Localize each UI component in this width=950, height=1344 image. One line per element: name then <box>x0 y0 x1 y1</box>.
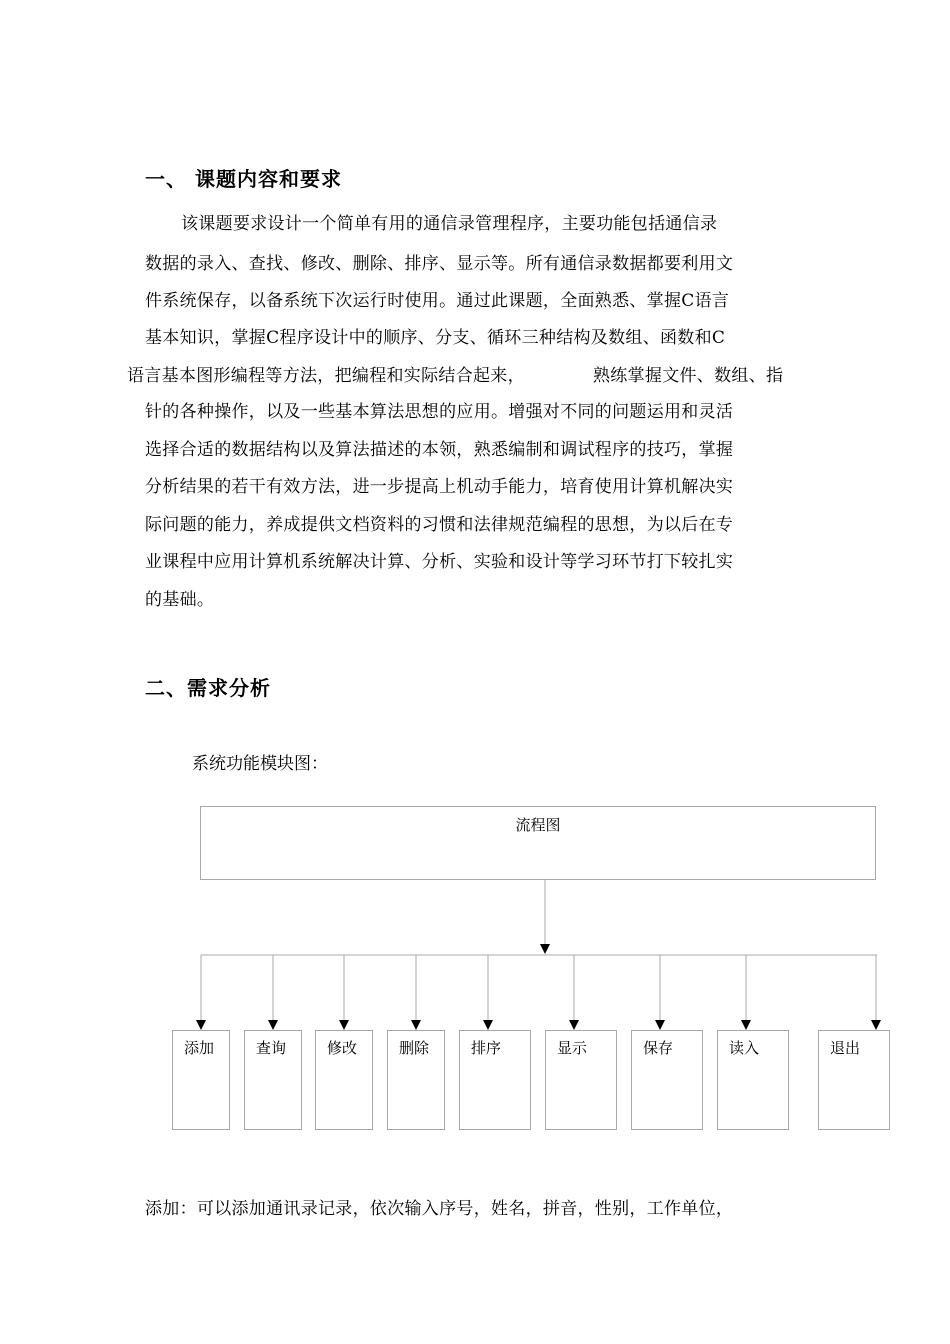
branch-lines <box>196 955 881 1030</box>
branch-arrowhead <box>339 1020 349 1030</box>
branch-arrowhead <box>569 1020 579 1030</box>
module-label: 排序 <box>471 1039 502 1057</box>
branch-arrowhead <box>871 1020 881 1030</box>
branch-arrowhead <box>483 1020 493 1030</box>
paragraph-line: 数据的录入、查找、修改、删除、排序、显示等。所有通信录数据都要利用文 <box>145 254 734 274</box>
paragraph-line: 语言基本图形编程等方法，把编程和实际结合起来， <box>127 366 525 386</box>
diagram-root-label: 流程图 <box>515 816 561 834</box>
module-label: 添加 <box>184 1039 215 1057</box>
section2-heading: 二、需求分析 <box>145 676 271 700</box>
module-label: 查询 <box>256 1039 287 1057</box>
branch-arrowhead <box>655 1020 665 1030</box>
module-box <box>717 1030 789 1130</box>
paragraph-line: 的基础。 <box>145 590 215 610</box>
module-box <box>315 1030 373 1130</box>
module-label: 保存 <box>643 1039 674 1057</box>
trunk-arrowhead <box>540 944 550 954</box>
paragraph-line: 针的各种操作，以及一些基本算法思想的应用。增强对不同的问题运用和灵活 <box>145 402 734 422</box>
footer-text: 添加：可以添加通讯录记录，依次输入序号，姓名，拼音，性别，工作单位， <box>145 1199 734 1219</box>
module-label: 修改 <box>327 1039 358 1057</box>
paragraph-line: 件系统保存，以备系统下次运行时使用。通过此课题，全面熟悉、掌握C语言 <box>145 291 730 311</box>
section1-heading: 一、 课题内容和要求 <box>145 167 342 191</box>
paragraph-line: 业课程中应用计算机系统解决计算、分析、实验和设计等学习环节打下较扎实 <box>145 552 734 572</box>
diagram-caption: 系统功能模块图： <box>192 754 328 774</box>
branch-arrowhead <box>741 1020 751 1030</box>
module-box <box>172 1030 230 1130</box>
module-box <box>545 1030 617 1130</box>
paragraph-line: 际问题的能力，养成提供文档资料的习惯和法律规范编程的思想，为以后在专 <box>145 515 734 535</box>
paragraph-line: 分析结果的若干有效方法，进一步提高上机动手能力，培育使用计算机解决实 <box>145 477 734 497</box>
module-box <box>387 1030 445 1130</box>
module-box <box>244 1030 302 1130</box>
paragraph-line: 该课题要求设计一个简单有用的通信录管理程序，主要功能包括通信录 <box>181 214 718 234</box>
branch-arrowhead <box>268 1020 278 1030</box>
branch-arrowhead <box>411 1020 421 1030</box>
module-box <box>459 1030 531 1130</box>
module-box <box>818 1030 890 1130</box>
paragraph-line: 选择合适的数据结构以及算法描述的本领，熟悉编制和调试程序的技巧，掌握 <box>145 440 734 460</box>
paragraph-line: 基本知识，掌握C程序设计中的顺序、分支、循环三种结构及数组、函数和C <box>145 328 726 348</box>
branch-arrowhead <box>196 1020 206 1030</box>
module-label: 显示 <box>557 1039 588 1057</box>
module-box <box>631 1030 703 1130</box>
module-label: 删除 <box>399 1039 430 1057</box>
module-label: 读入 <box>729 1039 760 1057</box>
paragraph-line: 熟练掌握文件、数组、指 <box>593 366 784 386</box>
module-label: 退出 <box>830 1039 861 1057</box>
